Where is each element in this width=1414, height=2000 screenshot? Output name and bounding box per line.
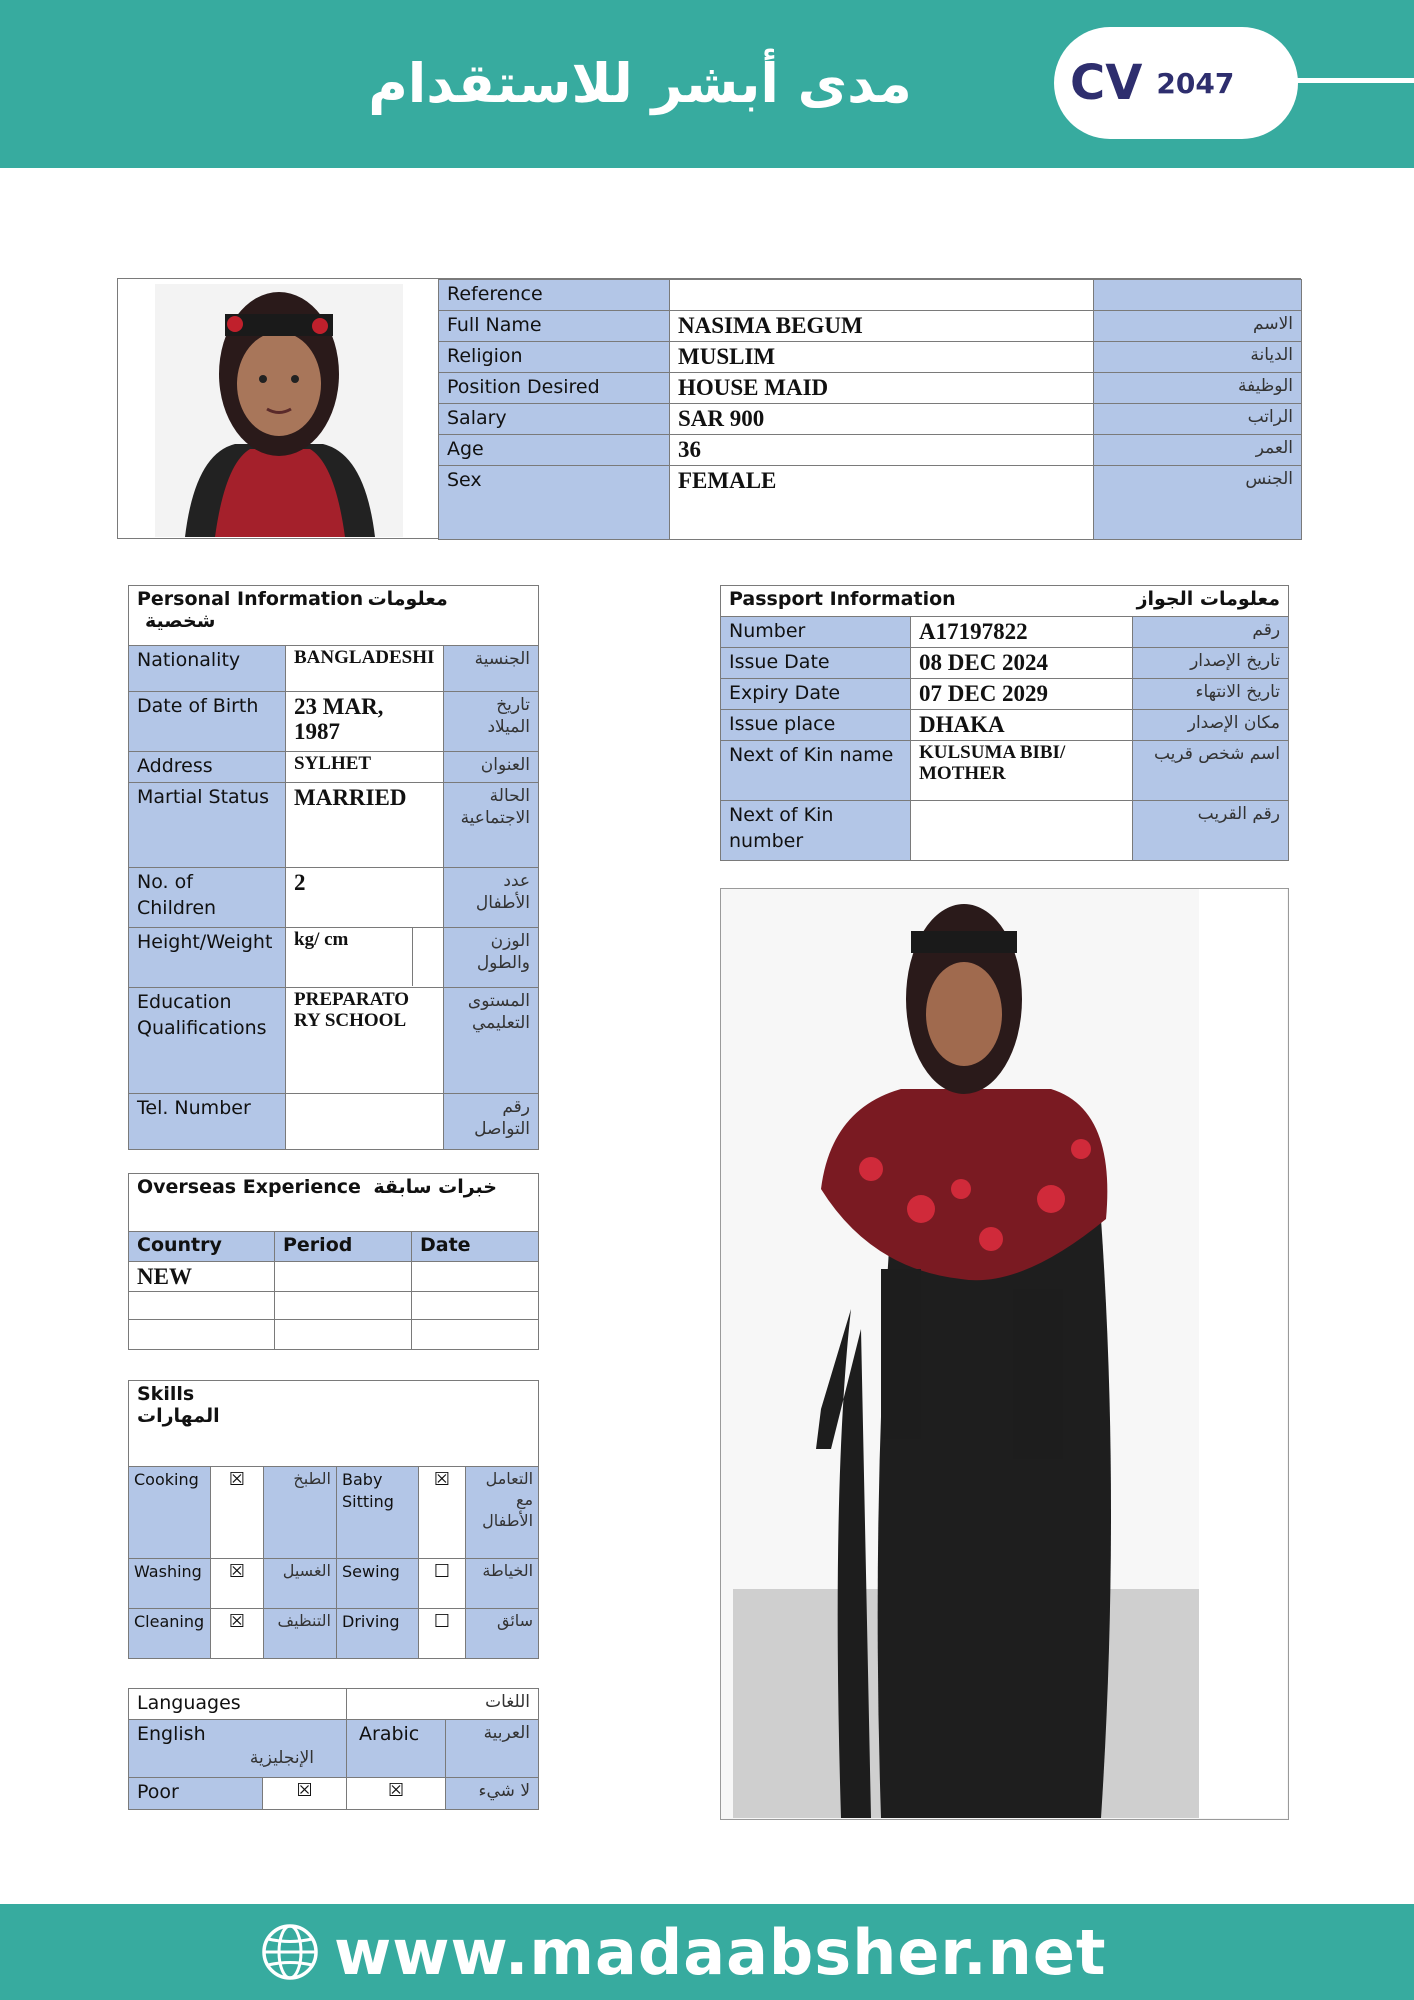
kin-number-value bbox=[911, 801, 1133, 861]
marital-value: MARRIED bbox=[286, 783, 444, 868]
education-label-ar: المستوى التعليمي bbox=[444, 988, 539, 1094]
column-header-period: Period bbox=[275, 1232, 412, 1262]
dob-label: Date of Birth bbox=[129, 692, 286, 752]
expiry-date-label: Expiry Date bbox=[721, 679, 911, 710]
column-header-date: Date bbox=[412, 1232, 539, 1262]
table-row bbox=[129, 1719, 539, 1777]
table-row bbox=[721, 617, 1289, 648]
languages-title-ar: اللغات bbox=[347, 1689, 539, 1720]
overseas-cell bbox=[412, 1320, 539, 1350]
skill-baby-sitting-label: Baby Sitting bbox=[337, 1467, 419, 1559]
language-english-ar: الإنجليزية bbox=[249, 1748, 315, 1769]
tel-value bbox=[286, 1094, 444, 1150]
overseas-cell bbox=[275, 1320, 412, 1350]
table-row bbox=[129, 752, 539, 783]
reference-value bbox=[670, 280, 1094, 311]
header-line bbox=[1280, 78, 1414, 83]
table-row bbox=[129, 1609, 539, 1659]
table-row bbox=[129, 1292, 539, 1320]
children-label-ar: عدد الأطفال bbox=[444, 868, 539, 928]
reference-label-ar bbox=[1094, 280, 1302, 311]
passport-info-title-ar: معلومات الجواز bbox=[1136, 588, 1281, 610]
skills-table bbox=[128, 1380, 539, 1659]
height-weight-cell bbox=[286, 928, 444, 988]
english-level-checkbox[interactable]: ☒ bbox=[263, 1777, 347, 1809]
cv-label: CV bbox=[1070, 55, 1143, 111]
skill-driving-label: Driving bbox=[337, 1609, 419, 1659]
table-row bbox=[439, 341, 1302, 372]
language-level: Poor bbox=[129, 1777, 263, 1809]
globe-icon bbox=[260, 1922, 320, 1982]
skill-sewing-checkbox[interactable]: ☐ bbox=[419, 1559, 466, 1609]
personal-info-table bbox=[128, 585, 539, 1150]
cv-badge bbox=[1054, 27, 1298, 139]
overseas-cell bbox=[129, 1292, 275, 1320]
languages-table bbox=[128, 1688, 539, 1810]
kin-number-label: Next of Kin number bbox=[721, 801, 911, 861]
salary-label-ar: الراتب bbox=[1094, 403, 1302, 434]
reference-label: Reference bbox=[439, 280, 670, 311]
skill-sewing-label-ar: الخياطة bbox=[466, 1559, 539, 1609]
summary-table bbox=[438, 279, 1302, 540]
passport-info-table bbox=[720, 585, 1289, 861]
table-row bbox=[129, 988, 539, 1094]
skills-title-ar: المهارات bbox=[137, 1405, 220, 1427]
table-row bbox=[721, 586, 1289, 617]
overseas-cell bbox=[275, 1262, 412, 1292]
nationality-label: Nationality bbox=[129, 646, 286, 692]
dob-label-ar: تاريخ الميلاد bbox=[444, 692, 539, 752]
height-weight-value: kg/ cm bbox=[286, 928, 413, 986]
person-portrait-icon bbox=[155, 284, 403, 537]
skill-driving-checkbox[interactable]: ☐ bbox=[419, 1609, 466, 1659]
kin-name-label: Next of Kin name bbox=[721, 741, 911, 801]
overseas-cell bbox=[129, 1320, 275, 1350]
position-value: HOUSE MAID bbox=[670, 372, 1094, 403]
skill-baby-sitting-checkbox[interactable]: ☒ bbox=[419, 1467, 466, 1559]
table-row bbox=[129, 586, 539, 646]
overseas-experience-table bbox=[128, 1173, 539, 1350]
expiry-date-label-ar: تاريخ الانتهاء bbox=[1133, 679, 1289, 710]
table-row bbox=[129, 1467, 539, 1559]
kin-name-label-ar: اسم شخص قريب bbox=[1133, 741, 1289, 801]
religion-value: MUSLIM bbox=[670, 341, 1094, 372]
sex-label-ar: الجنس bbox=[1094, 465, 1302, 539]
marital-label-ar: الحالة الاجتماعية bbox=[444, 783, 539, 868]
height-weight-empty bbox=[413, 928, 443, 986]
issue-place-value: DHAKA bbox=[911, 710, 1133, 741]
passport-number-label: Number bbox=[721, 617, 911, 648]
address-label-ar: العنوان bbox=[444, 752, 539, 783]
table-row bbox=[129, 1689, 539, 1720]
skill-baby-sitting-label-ar: التعامل مع الأطفال bbox=[466, 1467, 539, 1559]
address-value: SYLHET bbox=[286, 752, 444, 783]
table-row bbox=[721, 710, 1289, 741]
issue-place-label: Issue place bbox=[721, 710, 911, 741]
position-label: Position Desired bbox=[439, 372, 670, 403]
table-row bbox=[439, 403, 1302, 434]
skill-washing-checkbox[interactable]: ☒ bbox=[211, 1559, 264, 1609]
table-row bbox=[129, 1320, 539, 1350]
table-row bbox=[129, 1094, 539, 1150]
address-label: Address bbox=[129, 752, 286, 783]
table-row bbox=[129, 783, 539, 868]
overseas-cell bbox=[412, 1292, 539, 1320]
table-row bbox=[129, 868, 539, 928]
skill-driving-label-ar: سائق bbox=[466, 1609, 539, 1659]
portrait-photo bbox=[155, 284, 403, 537]
tel-label-ar: رقم التواصل bbox=[444, 1094, 539, 1150]
table-header-row bbox=[129, 1232, 539, 1262]
overseas-title: Overseas Experience bbox=[137, 1176, 361, 1198]
skill-sewing-label: Sewing bbox=[337, 1559, 419, 1609]
skills-title: Skills bbox=[137, 1383, 195, 1405]
education-value: PREPARATO RY SCHOOL bbox=[286, 988, 444, 1094]
footer-url[interactable]: www.madaabsher.net bbox=[334, 1915, 1107, 1989]
arabic-level-checkbox[interactable]: ☒ bbox=[347, 1777, 446, 1809]
table-row bbox=[721, 648, 1289, 679]
skill-cleaning-label-ar: التنظيف bbox=[264, 1609, 337, 1659]
table-row bbox=[129, 1381, 539, 1467]
overseas-cell bbox=[275, 1292, 412, 1320]
table-row bbox=[439, 280, 1302, 311]
children-label: No. of Children bbox=[129, 868, 286, 928]
language-arabic-ar: العربية bbox=[446, 1719, 539, 1777]
person-full-body-icon bbox=[721, 889, 1287, 1818]
passport-info-title: Passport Information bbox=[729, 588, 956, 610]
table-row bbox=[721, 801, 1289, 861]
tel-label: Tel. Number bbox=[129, 1094, 286, 1150]
cv-number: 2047 bbox=[1156, 66, 1235, 100]
skill-cleaning-label: Cleaning bbox=[129, 1609, 211, 1659]
expiry-date-value: 07 DEC 2029 bbox=[911, 679, 1133, 710]
table-row bbox=[439, 434, 1302, 465]
table-row bbox=[129, 646, 539, 692]
skill-washing-label-ar: الغسيل bbox=[264, 1559, 337, 1609]
full-body-photo bbox=[720, 888, 1289, 1820]
sex-label: Sex bbox=[439, 465, 670, 539]
dob-value: 23 MAR, 1987 bbox=[286, 692, 444, 752]
overseas-cell: NEW bbox=[129, 1262, 275, 1292]
skill-washing-label: Washing bbox=[129, 1559, 211, 1609]
salary-label: Salary bbox=[439, 403, 670, 434]
height-weight-label-ar: الوزن والطول bbox=[444, 928, 539, 988]
issue-date-label-ar: تاريخ الإصدار bbox=[1133, 648, 1289, 679]
salary-value: SAR 900 bbox=[670, 403, 1094, 434]
language-english: English bbox=[137, 1722, 206, 1745]
skill-cooking-label-ar: الطبخ bbox=[264, 1467, 337, 1559]
table-row bbox=[129, 1777, 539, 1809]
kin-number-label-ar: رقم القريب bbox=[1133, 801, 1289, 861]
age-value: 36 bbox=[670, 434, 1094, 465]
passport-number-label-ar: رقم bbox=[1133, 617, 1289, 648]
overseas-title-ar: خبرات سابقة bbox=[373, 1176, 497, 1198]
marital-label: Martial Status bbox=[129, 783, 286, 868]
skill-cooking-label: Cooking bbox=[129, 1467, 211, 1559]
overseas-cell bbox=[412, 1262, 539, 1292]
nationality-label-ar: الجنسية bbox=[444, 646, 539, 692]
table-row bbox=[129, 1262, 539, 1292]
passport-number-value: A17197822 bbox=[911, 617, 1133, 648]
full-name-value: NASIMA BEGUM bbox=[670, 310, 1094, 341]
table-row bbox=[721, 679, 1289, 710]
children-value: 2 bbox=[286, 868, 444, 928]
age-label: Age bbox=[439, 434, 670, 465]
issue-date-label: Issue Date bbox=[721, 648, 911, 679]
table-row bbox=[129, 928, 539, 988]
skill-cleaning-checkbox[interactable]: ☒ bbox=[211, 1609, 264, 1659]
languages-title: Languages bbox=[129, 1689, 347, 1720]
nationality-value: BANGLADESHI bbox=[286, 646, 444, 692]
height-weight-label: Height/Weight bbox=[129, 928, 286, 988]
column-header-country: Country bbox=[129, 1232, 275, 1262]
religion-label-ar: الديانة bbox=[1094, 341, 1302, 372]
skill-cooking-checkbox[interactable]: ☒ bbox=[211, 1467, 264, 1559]
agency-name: مدى أبشر للاستقدام bbox=[368, 52, 912, 115]
issue-place-label-ar: مكان الإصدار bbox=[1133, 710, 1289, 741]
table-row bbox=[439, 465, 1302, 539]
full-name-label-ar: الاسم bbox=[1094, 310, 1302, 341]
kin-name-value: KULSUMA BIBI/ MOTHER bbox=[911, 741, 1133, 801]
age-label-ar: العمر bbox=[1094, 434, 1302, 465]
education-label: Education Qualifications bbox=[129, 988, 286, 1094]
religion-label: Religion bbox=[439, 341, 670, 372]
full-name-label: Full Name bbox=[439, 310, 670, 341]
personal-info-title-ar: معلومات شخصية bbox=[145, 588, 448, 632]
language-level-ar: لا شيء bbox=[446, 1777, 539, 1809]
table-row bbox=[439, 310, 1302, 341]
language-arabic: Arabic bbox=[347, 1719, 446, 1777]
table-row bbox=[129, 1559, 539, 1609]
table-row bbox=[129, 692, 539, 752]
position-label-ar: الوظيفة bbox=[1094, 372, 1302, 403]
sex-value: FEMALE bbox=[670, 465, 1094, 539]
table-row bbox=[129, 1174, 539, 1232]
table-row bbox=[439, 372, 1302, 403]
table-row bbox=[721, 741, 1289, 801]
personal-info-title: Personal Information bbox=[137, 588, 364, 610]
issue-date-value: 08 DEC 2024 bbox=[911, 648, 1133, 679]
footer-link[interactable] bbox=[260, 1904, 1160, 2000]
